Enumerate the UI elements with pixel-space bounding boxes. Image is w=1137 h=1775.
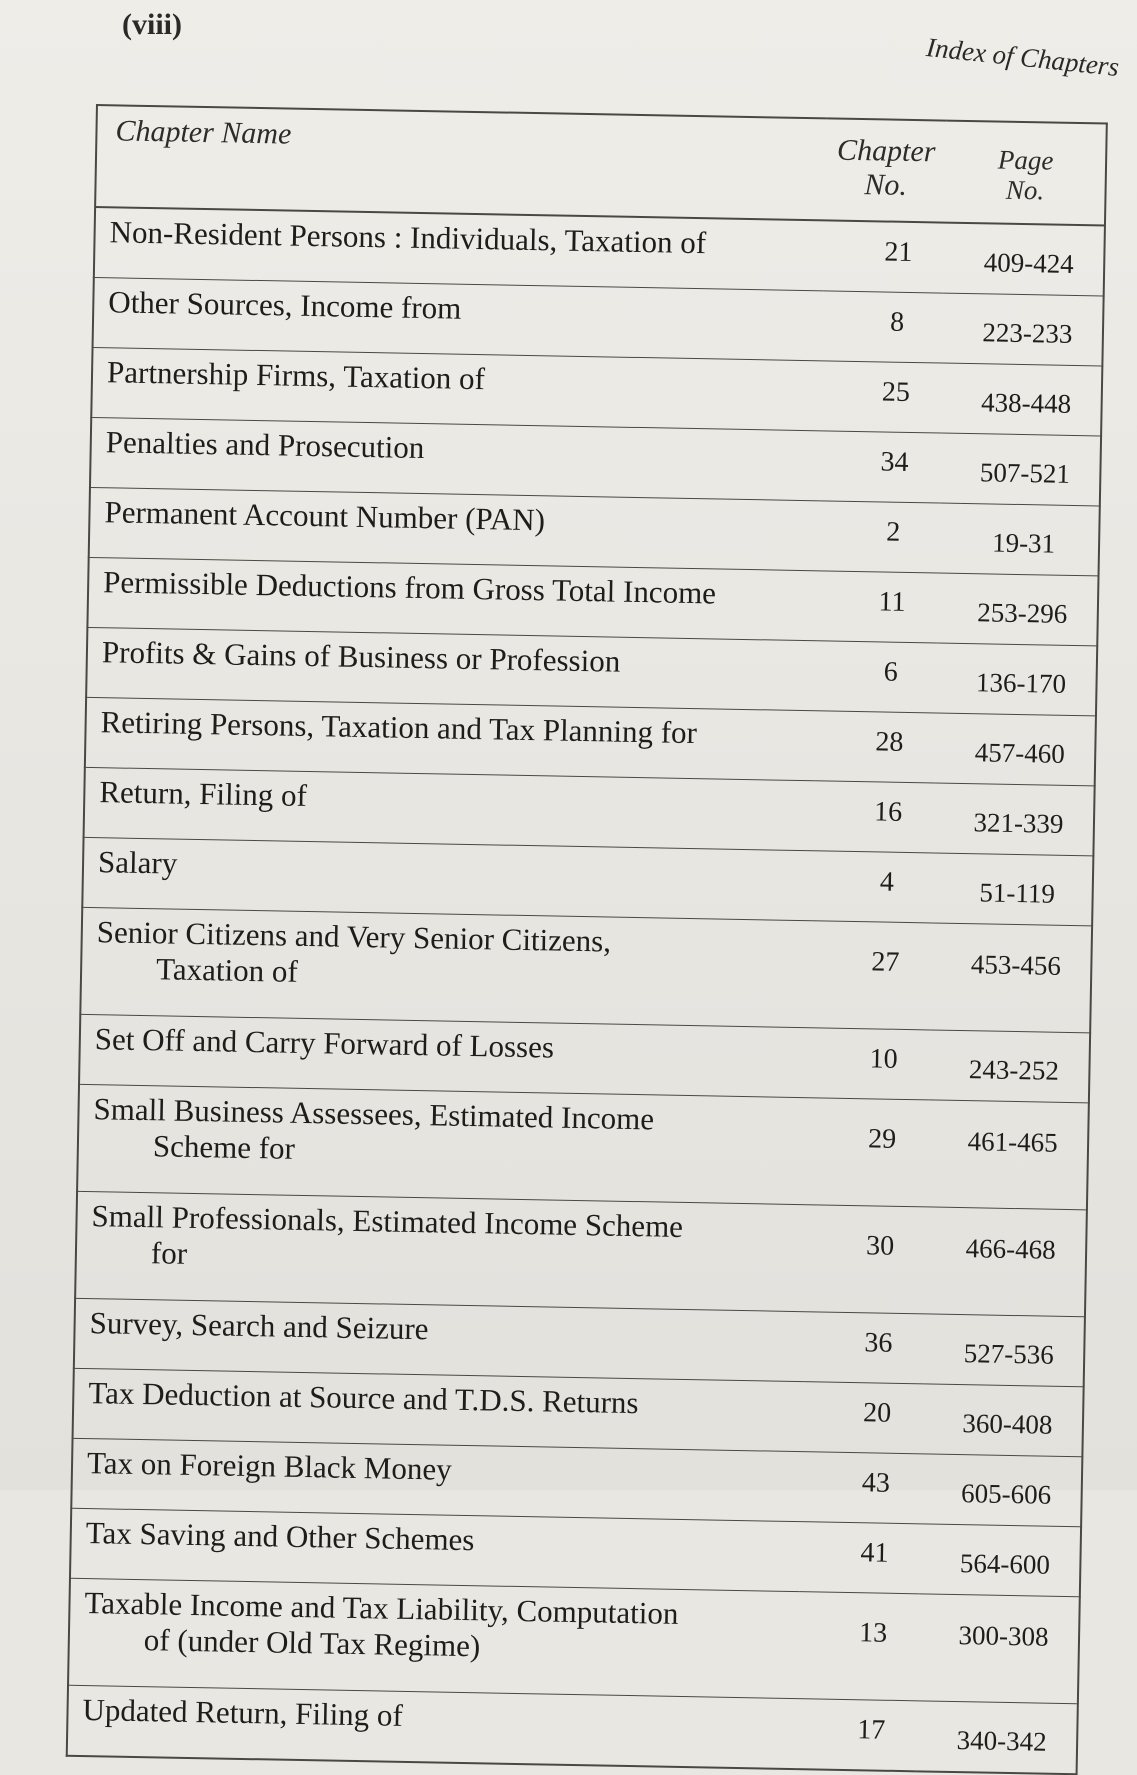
chapter-name-cell [67, 1685, 798, 1769]
chapter-name-line: Senior Citizens and Very Senior Citizens, [96, 914, 612, 959]
page-range-cell: 340-342 [917, 1701, 1078, 1774]
page-range-cell: 461-465 [927, 1100, 1089, 1210]
chapter-name-cell [68, 1578, 800, 1698]
header-chapter-name: Chapter Name [95, 105, 827, 220]
header-chapter-no [825, 118, 947, 222]
page-range-cell: 136-170 [936, 643, 1097, 716]
chapter-name-line: Partnership Firms, Taxation of [106, 354, 486, 397]
chapter-name-cell [71, 1438, 802, 1521]
page-range-cell: 253-296 [937, 573, 1098, 646]
chapter-name-line: Survey, Search and Seizure [89, 1305, 429, 1347]
chapter-number-cell: 2 [819, 501, 940, 573]
chapter-name-line: Taxable Income and Tax Liability, Computation [84, 1585, 679, 1631]
chapter-number-cell: 36 [804, 1312, 925, 1384]
chapter-name-cell [84, 767, 815, 850]
table-row [68, 1578, 1080, 1703]
chapter-name-line: Non-Resident Persons : Individuals, Taxation of [109, 214, 707, 261]
header-page-no-line1: Page [997, 144, 1054, 176]
chapter-number-cell: 25 [821, 361, 942, 433]
chapter-name-line: Return, Filing of [99, 774, 308, 813]
chapter-name-cell [74, 1298, 805, 1381]
page-range-cell: 51-119 [932, 853, 1093, 926]
chapter-name-line: Profits & Gains of Business or Profession [101, 634, 621, 679]
chapter-name-cell [91, 347, 822, 430]
chapter-name-cell [94, 207, 825, 291]
chapter-number-cell: 28 [815, 711, 936, 783]
chapter-number-cell: 16 [813, 781, 934, 853]
chapter-name-line: Salary [97, 844, 178, 881]
chapter-name-line: Tax on Foreign Black Money [86, 1445, 452, 1487]
chapter-number-cell: 41 [800, 1522, 921, 1594]
chapter-name-line: Other Sources, Income from [108, 284, 462, 326]
page-range-cell: 457-460 [935, 713, 1096, 786]
page-range-cell: 438-448 [941, 363, 1102, 436]
chapter-number-cell: 34 [820, 431, 941, 503]
table-row [77, 1084, 1089, 1209]
chapter-name-line: Retiring Persons, Taxation and Tax Planning for [100, 704, 698, 751]
chapter-name-line: Small Professionals, Estimated Income Scheme [91, 1198, 684, 1244]
chapter-name-cell [80, 907, 812, 1027]
chapter-number-cell: 20 [802, 1382, 923, 1454]
chapter-name-line: Scheme for [152, 1128, 296, 1166]
chapter-name-cell [90, 417, 821, 500]
index-table-wrapper [66, 104, 1116, 1775]
chapter-name-cell [77, 1084, 809, 1204]
chapter-number-cell: 4 [812, 851, 933, 923]
chapter-number-cell: 11 [817, 571, 938, 643]
chapter-name-line: for [150, 1235, 188, 1271]
page-range-cell: 453-456 [930, 923, 1092, 1033]
chapter-name-line: Permanent Account Number (PAN) [104, 494, 546, 538]
chapter-name-cell [73, 1368, 804, 1451]
table-row [75, 1191, 1087, 1316]
page-range-cell: 466-468 [925, 1207, 1087, 1317]
chapter-number-cell: 43 [801, 1452, 922, 1524]
header-chapter-no-line1: Chapter [836, 133, 936, 169]
chapter-name-line: Updated Return, Filing of [82, 1692, 404, 1733]
index-table [66, 104, 1108, 1775]
page-range-cell: 321-339 [933, 783, 1094, 856]
chapter-number-cell: 27 [810, 921, 932, 1030]
page-range-cell: 605-606 [921, 1454, 1082, 1527]
index-rows [67, 207, 1105, 1774]
chapter-name-cell [89, 487, 820, 570]
page-range-cell: 527-536 [924, 1314, 1085, 1387]
header-page-no-line2: No. [1005, 174, 1045, 206]
chapter-name-line: Tax Saving and Other Schemes [85, 1515, 475, 1558]
running-head: Index of Chapters [924, 32, 1121, 83]
chapter-name-cell [86, 627, 817, 710]
chapter-name-line: Set Off and Carry Forward of Losses [94, 1021, 555, 1065]
chapter-name-cell [82, 837, 813, 920]
chapter-name-cell [85, 697, 816, 780]
chapter-number-cell: 13 [798, 1592, 920, 1701]
chapter-number-cell: 6 [816, 641, 937, 713]
header-chapter-no-line2: No. [864, 168, 908, 202]
chapter-name-cell [79, 1014, 810, 1097]
chapter-number-cell: 10 [809, 1028, 930, 1100]
page-range-cell: 300-308 [918, 1594, 1080, 1704]
chapter-name-line: Permissible Deductions from Gross Total Income [102, 564, 717, 611]
page-number: (viii) [122, 8, 182, 41]
chapter-number-cell: 29 [807, 1098, 929, 1207]
chapter-name-line: of (under Old Tax Regime) [143, 1622, 481, 1664]
header-row [95, 105, 1107, 225]
table-row [80, 907, 1092, 1032]
chapter-name-cell [70, 1508, 801, 1591]
chapter-name-line: Small Business Assessees, Estimated Income [93, 1091, 655, 1137]
chapter-name-cell [75, 1191, 807, 1311]
chapter-number-cell: 21 [884, 236, 913, 268]
page-range-cell: 360-408 [922, 1384, 1083, 1457]
chapter-number-cell: 30 [805, 1205, 927, 1314]
chapter-number-cell: 17 [797, 1699, 918, 1772]
page-range-cell: 243-252 [929, 1030, 1090, 1103]
header-page-no [945, 121, 1107, 226]
page-range-cell: 564-600 [920, 1524, 1081, 1597]
page-range-cell: 223-233 [942, 293, 1103, 366]
page-range-cell: 19-31 [939, 503, 1100, 576]
chapter-name-cell [87, 557, 818, 640]
chapter-number-cell: 8 [822, 291, 943, 363]
chapter-name-line: Penalties and Prosecution [105, 424, 425, 466]
chapter-name-line: Tax Deduction at Source and T.D.S. Returns [88, 1375, 639, 1421]
page-range-cell: 409-424 [983, 247, 1075, 279]
chapter-name-line: Taxation of [155, 951, 299, 989]
chapter-name-cell [93, 277, 824, 360]
page-range-cell: 507-521 [940, 433, 1101, 506]
